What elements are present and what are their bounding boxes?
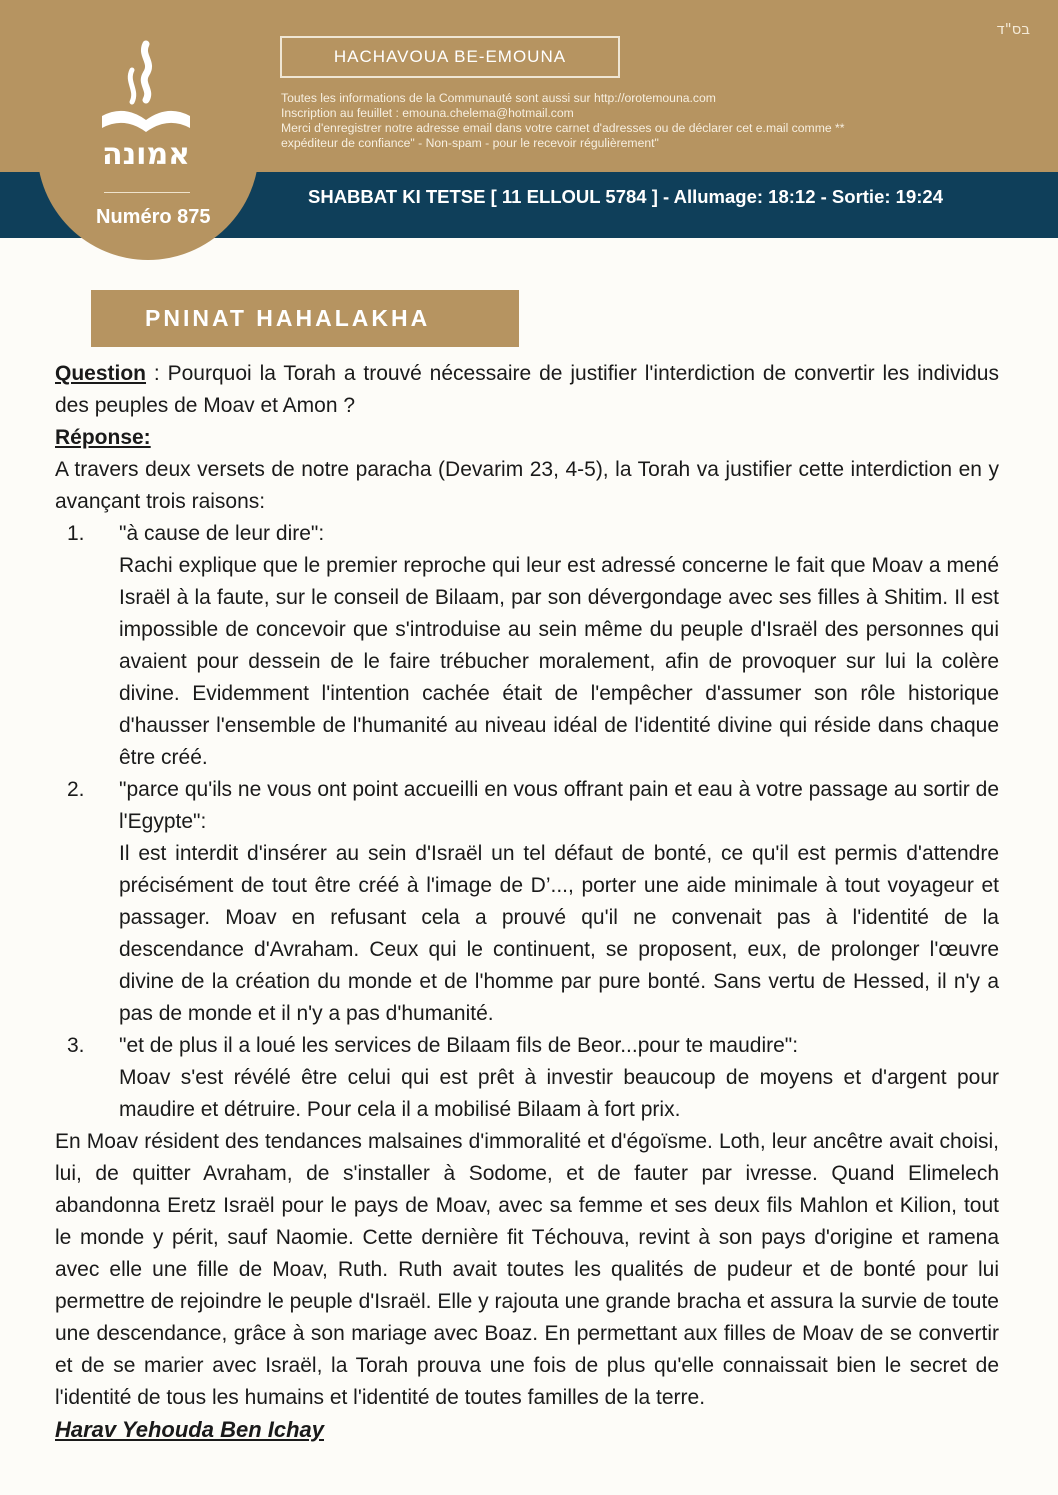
logo-divider (104, 192, 190, 193)
item-body: Rachi explique que le premier reproche qui leur est adressé concerne le fait que Moav a mené Israël à la faute, sur le conseil de Bilaam, par son dévergondage avec ses filles à Shitim. Il est impossible de concevoir que s'introduise au sein même du peuple d'Israël des personnes qui avaient pour dessein de le faire trébucher moralement, afin de provoquer sur lui la colère divine. Evidemment l'intention cachée était de l'empêcher d'assumer son rôle historique d'hausser l'ensemble de l'humanité au niveau idéal de l'identité divine qui réside dans chaque être créé. (119, 554, 999, 769)
conclusion-paragraph: En Moav résident des tendances malsaines d'immoralité et d'égoïsme. Loth, leur ancêtre avait choisi, lui, de quitter Avraham, de s'installer à Sodome, et de fauter par ivresse. Quand Elimelech abandonna Eretz Israël pour le pays de Moav, avec sa femme et ses deux fils Mahlon et Kilion, tout le monde y périt, sauf Naomie. Cette dernière fit Téchouva, revint à son pays d'origine et ramena avec elle une fille de Moav, Ruth. Ruth avait toutes les qualités de pudeur et de bonté pour lui permettre de rejoindre le peuple d'Israël. Elle y rajouta une grande bracha et assura la survie de toute une descendance, grâce à son mariage avec Boaz. En permettant aux filles de Moav de se convertir et de se marier avec Israël, la Torah prouva une fois de plus qu'elle connaissait bien le secret de l'identité de tous les humains et l'identité de toutes familles de la terre. (55, 1130, 999, 1409)
info-line: expéditeur de confiance" - Non-spam - pour le recevoir régulièrement" (281, 136, 659, 150)
list-item (55, 1030, 999, 1126)
question-paragraph (55, 358, 999, 422)
logo-text: אמונה (101, 137, 191, 172)
question-text: : Pourquoi la Torah a trouvé nécessaire de justifier l'interdiction de convertir les individus des peuples de Moav et Amon ? (55, 362, 999, 417)
author-signature: Harav Yehouda Ben Ichay (55, 1417, 324, 1442)
section-title: PNINAT HAHALAKHA (91, 290, 519, 347)
bsd-mark: בס"ד (996, 20, 1030, 38)
list-item (55, 518, 999, 774)
intro-paragraph: A travers deux versets de notre paracha (Devarim 23, 4-5), la Torah va justifier cette interdiction en y avançant trois raisons: (55, 458, 999, 513)
info-line: Toutes les informations de la Communauté sont aussi sur http://orotemouna.com (281, 91, 716, 105)
newsletter-title: HACHAVOUA BE-EMOUNA (280, 36, 620, 78)
question-label: Question (55, 362, 147, 385)
info-line: Inscription au feuillet : emouna.chelema@hotmail.com (281, 106, 574, 120)
info-block (281, 91, 981, 151)
article-body (55, 358, 999, 1446)
item-title: "à cause de leur dire": (119, 522, 325, 545)
item-number: 3. (67, 1034, 85, 1057)
issue-number: Numéro 875 (96, 206, 211, 228)
item-title: "parce qu'ils ne vous ont point accueilli en vous offrant pain et eau à votre passage au sortir de l'Egypte": (119, 778, 999, 833)
shabbat-times: SHABBAT KI TETSE [ 11 ELLOUL 5784 ] - Allumage: 18:12 - Sortie: 19:24 (308, 186, 943, 207)
list-item (55, 774, 999, 1030)
item-body: Moav s'est révélé être celui qui est prêt à investir beaucoup de moyens et d'argent pour maudire et détruire. Pour cela il a mobilisé Bilaam à fort prix. (119, 1066, 999, 1121)
info-line: Merci d'enregistrer notre adresse email dans votre carnet d'adresses ou de déclarer cet e.mail comme ** (281, 121, 845, 135)
item-title: "et de plus il a loué les services de Bilaam fils de Beor...pour te maudire": (119, 1034, 799, 1057)
emouna-logo-icon (96, 40, 196, 180)
item-body: Il est interdit d'insérer au sein d'Israël un tel défaut de bonté, ce qu'il est permis d'attendre précisément de tout être créé à l'image de D’..., porter une aide minimale à tout voyageur et passager. Moav en refusant cela a prouvé qu'il ne convenait pas à l'identité de la descendance d'Avraham. Ceux qui le continuent, se proposent, eux, de prolonger l'œuvre divine de la création du monde et de l'homme par pure bonté. Sans vertu de Hessed, il n'y a pas de monde et il n'y a pas d'humanité. (119, 842, 999, 1025)
item-number: 2. (67, 778, 85, 801)
item-number: 1. (67, 522, 85, 545)
answer-label: Réponse: (55, 426, 151, 449)
